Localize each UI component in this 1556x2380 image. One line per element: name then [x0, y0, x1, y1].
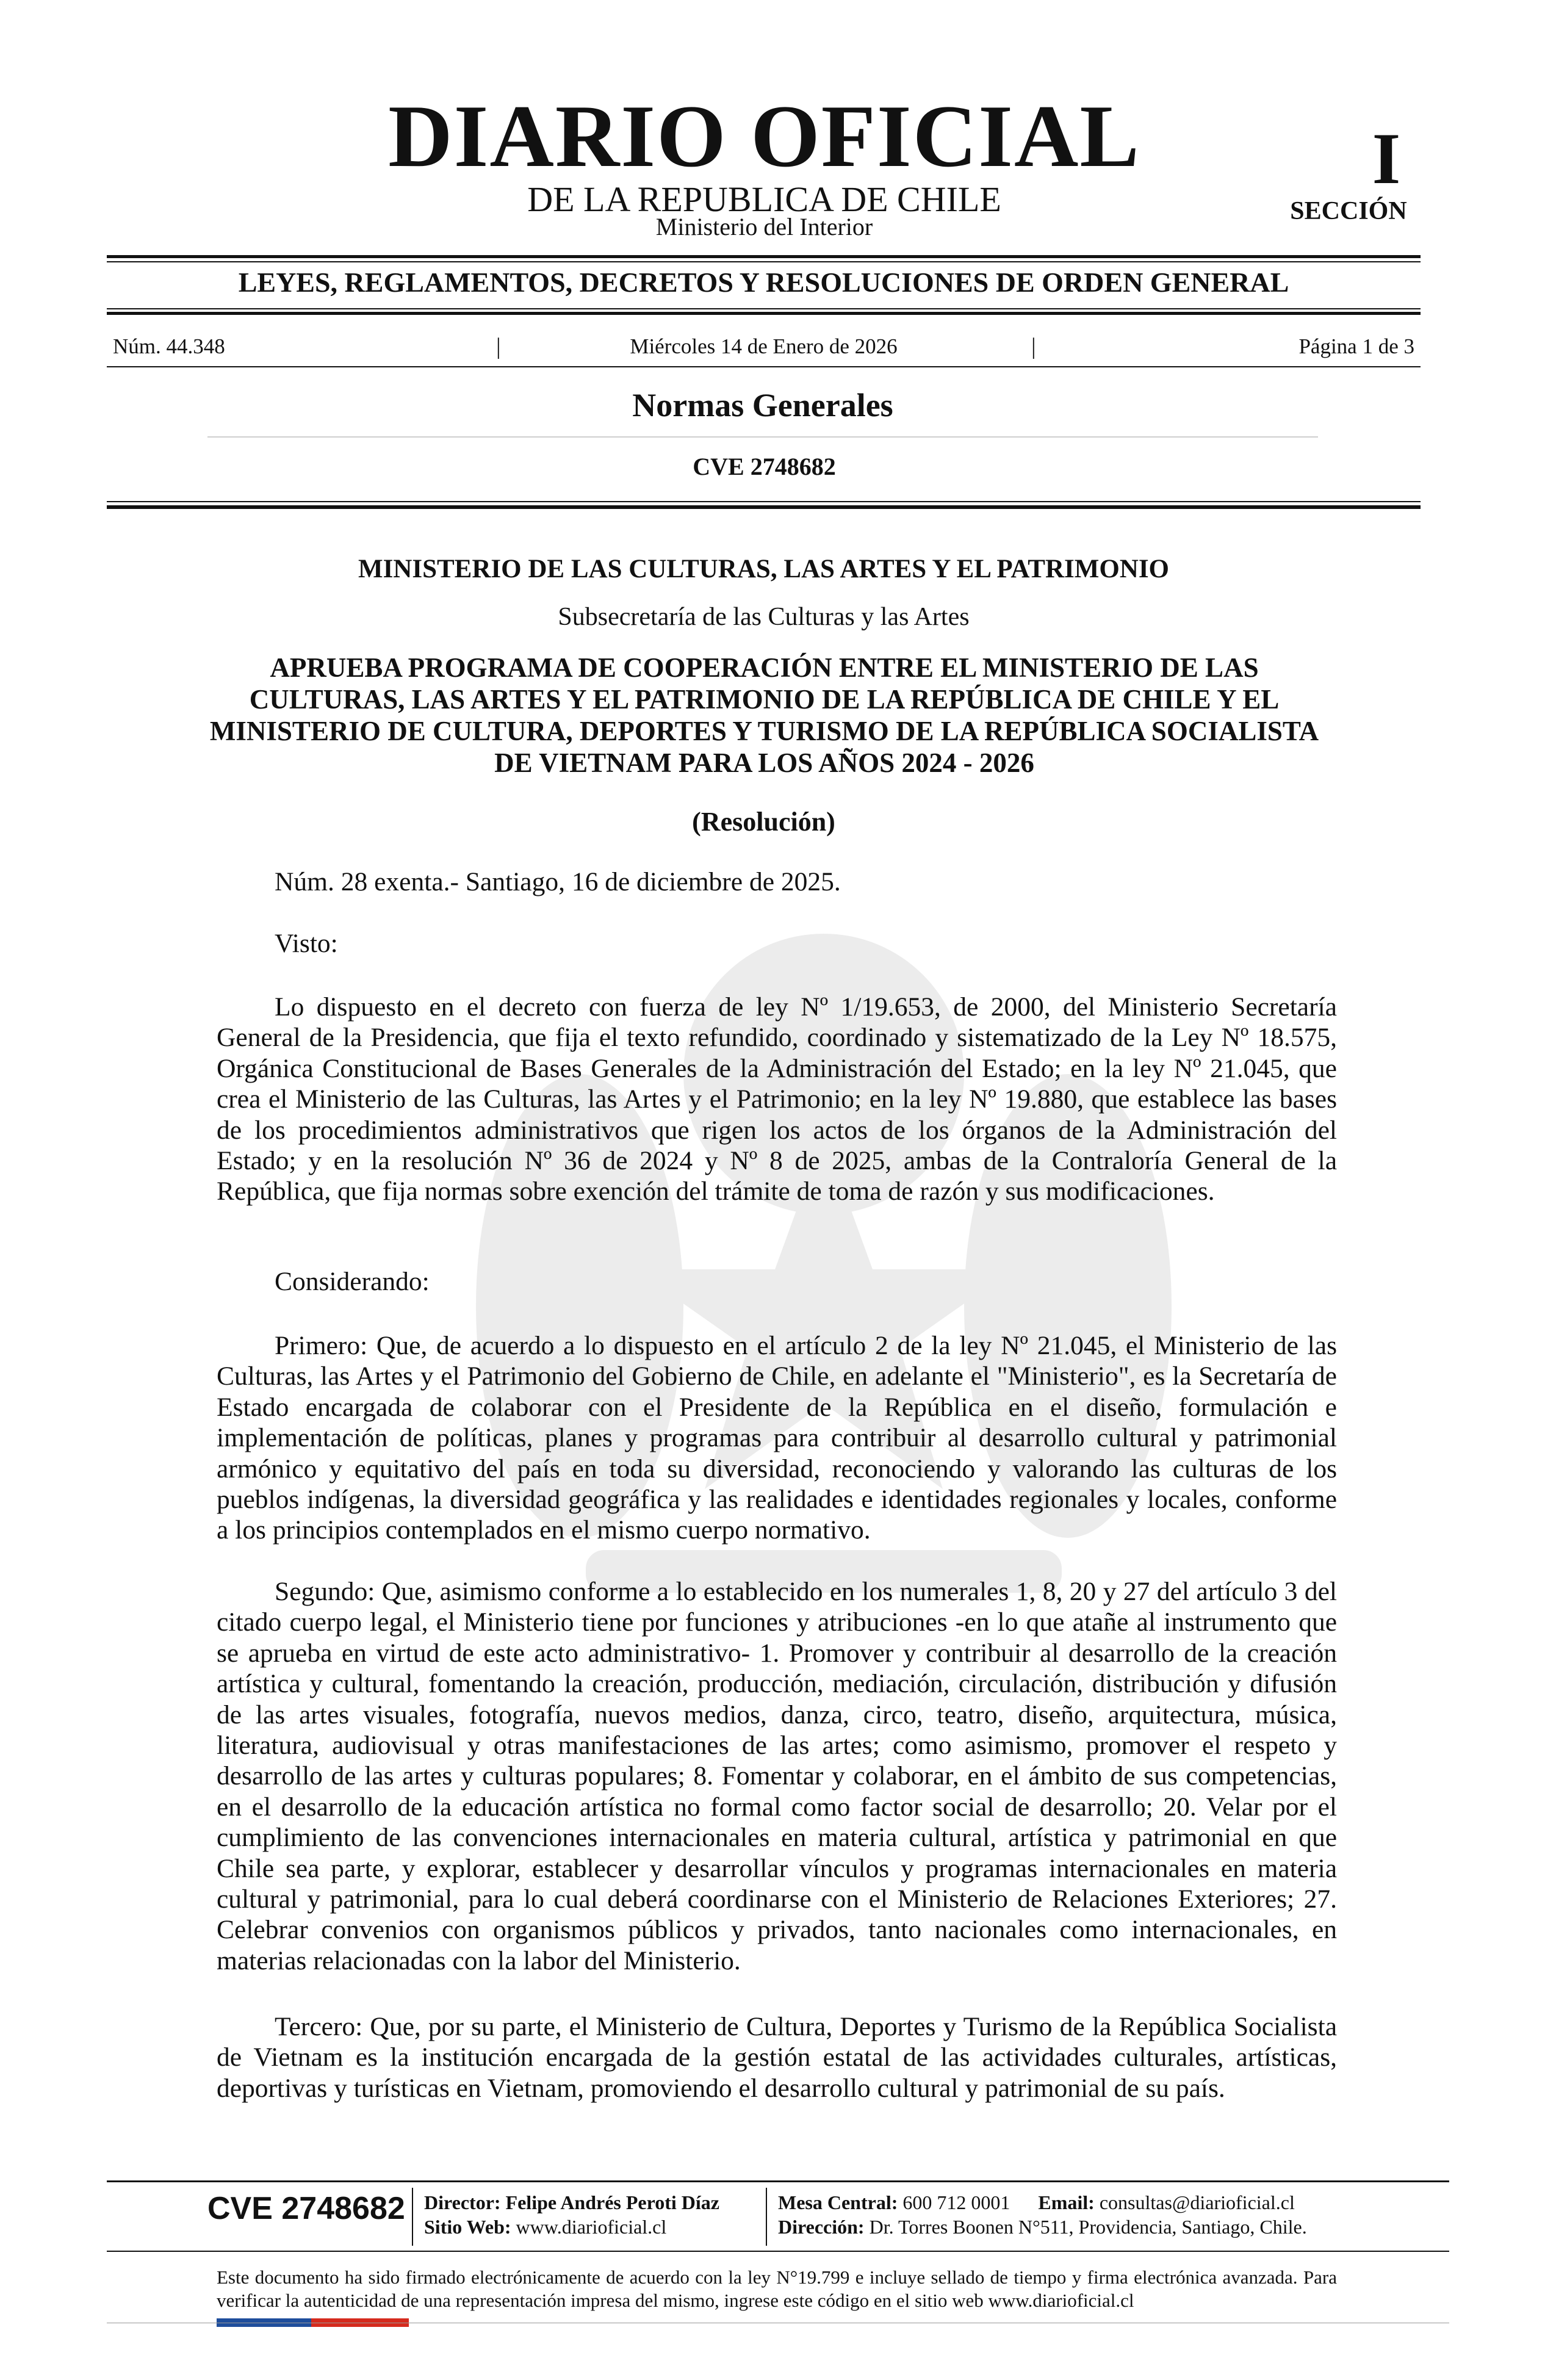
- footer-director: [424, 2191, 719, 2214]
- section-banner: LEYES, REGLAMENTOS, DECRETOS Y RESOLUCIONES DE ORDEN GENERAL: [238, 267, 1289, 298]
- director-label: Director:: [424, 2191, 501, 2213]
- publication-subtitle: DE LA REPUBLICA DE CHILE: [527, 179, 1001, 219]
- section-title: Normas Generales: [632, 387, 893, 424]
- info-separator: |: [496, 334, 501, 359]
- director-name: Felipe Andrés Peroti Díaz: [505, 2191, 719, 2213]
- publication-ministry: Ministerio del Interior: [655, 213, 873, 240]
- address-label: Dirección:: [778, 2216, 865, 2238]
- section-label: SECCIÓN: [1290, 197, 1407, 225]
- address-text: Dr. Torres Boonen N°511, Providencia, Santiago, Chile.: [869, 2216, 1307, 2238]
- footer-rule-mid: [107, 2251, 1449, 2252]
- resolution-label: (Resolución): [692, 807, 835, 837]
- visto-paragraph: Lo dispuesto en el decreto con fuerza de ley Nº 1/19.653, de 2000, del Ministerio Secretaría General de la Presidencia, que fija el texto refundido, coordinado y sistematizado de la Ley Nº 18.575, Orgánica Constitucional de Bases Generales de la Administración del Estado; en la ley Nº 21.045, que crea el Ministerio de las Culturas, las Artes y el Patrimonio; en la ley Nº 19.880, que establece las bases de los procedimientos administrativos que rigen los actos de los órganos de la Administración del Estado; y en la resolución Nº 36 de 2024 y Nº 8 de 2025, ambas de la Contraloría General de la República, que fija normas sobre exención del trámite de toma de razón y sus modificaciones.: [217, 992, 1337, 1206]
- publication-title: DIARIO OFICIAL: [388, 87, 1140, 186]
- email-link[interactable]: consultas@diarioficial.cl: [1099, 2191, 1295, 2213]
- resolution-title: APRUEBA PROGRAMA DE COOPERACIÓN ENTRE EL MINISTERIO DE LAS CULTURAS, LAS ARTES Y EL PATRIMONIO DE LA REPÚBLICA DE CHILE Y EL MINISTERIO DE CULTURA, DEPORTES Y TURISMO DE LA REPÚBLICA SOCIALISTA DE VIETNAM PARA LOS AÑOS 2024 - 2026: [209, 652, 1319, 778]
- issue-date: Miércoles 14 de Enero de 2026: [630, 334, 898, 358]
- section-number: I: [1372, 118, 1401, 199]
- masthead-rule-thin: [107, 261, 1421, 262]
- cve-code: CVE 2748682: [693, 453, 836, 480]
- considerando-primero: Primero: Que, de acuerdo a lo dispuesto en el artículo 2 de la ley Nº 21.045, el Ministerio de las Culturas, las Artes y el Patrimonio del Gobierno de Chile, en adelante el "Ministerio", es la Secretaría de Estado encargada de colaborar con el Presidente de la República en el diseño, formulación e implementación de políticas, planes y programas para contribuir al desarrollo cultural y patrimonial armónico y equitativo del país en toda su diversidad, reconociendo y valorando las culturas de los pueblos indígenas, la diversidad geográfica y las realidades e identidades regionales y locales, conforme a los principios contemplados en el mismo cuerpo normativo.: [217, 1331, 1337, 1545]
- phone-number: 600 712 0001: [902, 2191, 1010, 2213]
- footer-rule-top: [107, 2180, 1449, 2182]
- site-label: Sitio Web:: [424, 2216, 511, 2238]
- footer-divider: [766, 2188, 767, 2246]
- considerando-heading: Considerando:: [275, 1267, 430, 1296]
- cve-rule-thin: [107, 501, 1421, 502]
- info-rule: [107, 366, 1421, 367]
- considerando-segundo: Segundo: Que, asimismo conforme a lo establecido en los numerales 1, 8, 20 y 27 del artículo 3 del citado cuerpo legal, el Ministerio tiene por funciones y atribuciones -en lo que atañe al instrumento que se aprueba en virtud de este acto administrativo- 1. Promover y contribuir al desarrollo de la creación artística y cultural, fomentando la creación, producción, mediación, circulación, distribución y difusión de las artes visuales, fotografía, nuevos medios, danza, circo, teatro, diseño, arquitectura, música, literatura, audiovisual y otras manifestaciones de las artes; como asimismo, promover el respeto y desarrollo de las artes y culturas populares; 8. Fomentar y colaborar, en el ámbito de sus competencias, en el desarrollo de la educación artística no formal como factor social de desarrollo; 20. Velar por el cumplimiento de las convenciones internacionales en materia cultural, artística y patrimonial en que Chile sea parte, y explorar, establecer y desarrollar vínculos y programas internacionales en materia cultural y patrimonial, para lo cual deberá coordinarse con el Ministerio de Relaciones Exteriores; 27. Celebrar convenios con organismos públicos y privados, tanto nacionales como internacionales, en materias relacionadas con la labor del Ministerio.: [217, 1577, 1337, 1975]
- issuing-subsecretaria: Subsecretaría de las Culturas y las Artes: [558, 603, 970, 631]
- electronic-signature-note: Este documento ha sido firmado electrónicamente de acuerdo con la ley N°19.799 e incluye sellado de tiempo y firma electrónica avanzada. Para verificar la autenticidad de una representación impresa del mismo, ingrese este código en el sitio web www.diarioficial.cl: [217, 2266, 1337, 2311]
- footer-contact: [778, 2191, 1295, 2214]
- footer-divider: [412, 2188, 413, 2246]
- visto-heading: Visto:: [275, 929, 338, 958]
- resolution-number-line: Núm. 28 exenta.- Santiago, 16 de diciembre de 2025.: [275, 867, 841, 896]
- phone-label: Mesa Central:: [778, 2191, 898, 2213]
- info-separator: |: [1031, 334, 1036, 359]
- banner-rule-thick: [107, 312, 1421, 315]
- banner-rule-thin: [107, 308, 1421, 309]
- section-title-rule: [207, 436, 1318, 438]
- issue-info-bar: [107, 334, 1421, 359]
- cve-rule-thick: [107, 505, 1421, 509]
- issuing-ministry: MINISTERIO DE LAS CULTURAS, LAS ARTES Y EL PATRIMONIO: [358, 555, 1169, 583]
- masthead: [0, 87, 1556, 250]
- email-label: Email:: [1038, 2191, 1095, 2213]
- issue-number: Núm. 44.348: [113, 334, 225, 358]
- footer-cve-code: CVE 2748682: [207, 2191, 405, 2226]
- page-indicator: Página 1 de 3: [1298, 334, 1414, 358]
- masthead-rule-thick: [107, 255, 1421, 258]
- footer-address: [778, 2215, 1307, 2238]
- footer-website: [424, 2215, 666, 2238]
- site-link[interactable]: www.diarioficial.cl: [516, 2216, 667, 2238]
- considerando-tercero: Tercero: Que, por su parte, el Ministerio de Cultura, Deportes y Turismo de la República Socialista de Vietnam es la institución encargada de la gestión estatal de las actividades culturales, artísticas, deportivas y turísticas en Vietnam, promoviendo el desarrollo cultural y patrimonial de su país.: [217, 2012, 1337, 2103]
